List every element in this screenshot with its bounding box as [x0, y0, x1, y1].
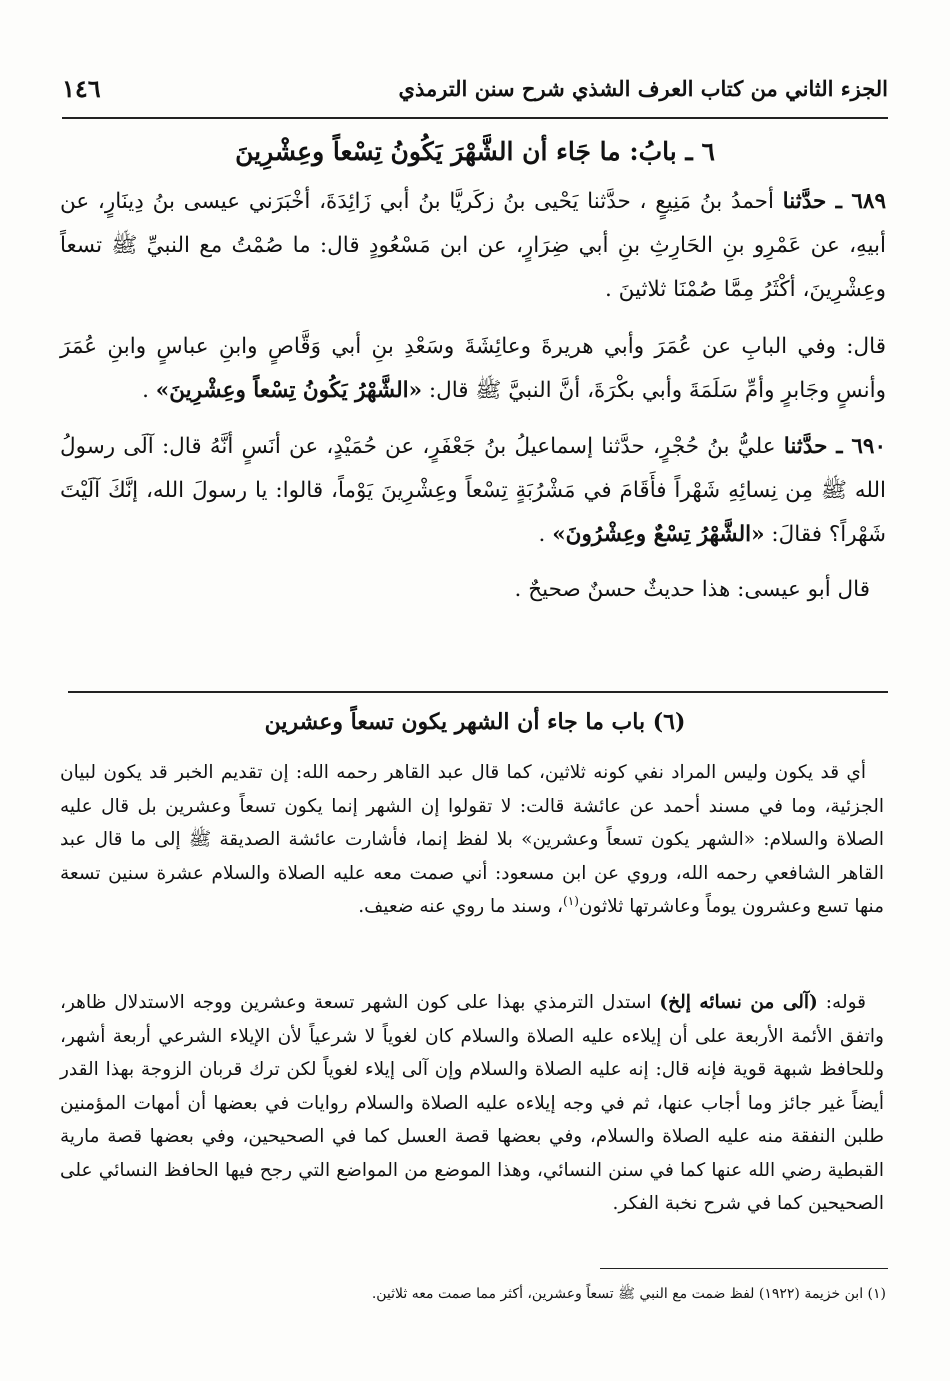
hadith-690-end: .: [538, 522, 553, 547]
hadith-689: [60, 180, 886, 312]
footnote: (١) ابن خزيمة (١٩٢٢) لفظ ضمت مع النبي ﷺ تسعاً وعشرين، أكثر مما صمت معه ثلاثين.: [371, 1286, 886, 1302]
commentary-paragraph-1: [60, 756, 884, 924]
hadith-690-quote: «الشَّهْرُ تِسْعٌ وعِشْرُونَ»: [552, 522, 765, 547]
commentary-p2-text: استدل الترمذي بهذا على كون الشهر تسعة وعشرين ووجه الاستدلال ظاهر، واتفق الأئمة الأربعة على أن إيلاءه عليه الصلاة والسلام كان لغوياً لا شرعياً لأن الإيلاء الشرعي أربعة أشهر، وللحافظ شبهة قوية فإنه قال: إنه عليه الصلاة والسلام وإن آلى إيلاء لغوياً لكن ترك قربان الزوجة بهذا القدر أيضاً غير جائز وما أجاب عنها، ثم في وجه إيلاءه عليه الصلاة والسلام روايات في بعضها أن أمهات المؤمنين طلبن النفقة منه عليه الصلاة والسلام، وفي بعضها قصة العسل كما في الصحيحين، وفي بعضها قصة مارية القبطية رضي الله عنها كما في سنن النسائي، وهذا الموضع من المواضع التي رجح فيها الحافظ النسائي على الصحيحين كما في شرح نخبة الفكر.: [60, 992, 884, 1214]
commentary-p2-lead: قوله:: [817, 992, 866, 1013]
page-number: ١٤٦: [62, 73, 101, 103]
hadith-690: [60, 425, 886, 557]
remark-quote: «الشَّهْرُ يَكُونُ تِسْعاً وعِشْرِينَ»: [155, 378, 423, 403]
remark-text: قال: وفي البابِ عن عُمَرَ وأبي هريرةَ وعائِشَةَ وسَعْدِ بنِ أبي وَقَّاصٍ وابنِ عباسٍ وابنِ عُمَرَ وأنسٍ وجَابرٍ وأمِّ سَلَمَةَ وأبي بكْرَةَ، أنَّ النبيَّ ﷺ قال:: [60, 334, 886, 403]
hadith-689-lead: ٦٨٩ ـ حدَّثنا: [782, 189, 886, 214]
header-title: الجزء الثاني من كتاب العرف الشذي شرح سنن الترمذي: [398, 75, 888, 101]
chapter-title: ٦ ـ بابُ: ما جَاء أن الشَّهْرَ يَكُونُ تِسْعاً وعِشْرِينَ: [235, 137, 715, 166]
commentary-p2-bold: (آلى من نسائه إلخ): [659, 992, 818, 1013]
chapter-remark: [60, 325, 886, 413]
commentary-paragraph-2: [60, 986, 884, 1221]
footnote-divider: [600, 1268, 888, 1269]
commentary-p1-end: ، وسند ما روي عنه ضعيف.: [358, 896, 564, 917]
hadith-689-text: أحمدُ بنُ مَنِيعٍ ، حدَّثنا يَحْيى بنُ زكَريَّا بنُ أبي زَائِدَةَ، أخْبَرَني عيسى بنُ دِينَارٍ، عن أبيهِ، عن عَمْرِو بنِ الحَارِثِ بنِ أبي ضِرَارٍ، عن ابن مَسْعُودٍ قال: ما صُمْتُ مع النبيِّ ﷺ تسعاً وعِشْرِينَ، أكْثَرُ مِمَّا صُمْنَا ثلاثينَ .: [60, 189, 886, 302]
remark-end: .: [142, 378, 156, 403]
commentary-divider: [68, 691, 888, 693]
commentary-title: (٦) باب ما جاء أن الشهر يكون تسعاً وعشرين: [264, 709, 686, 735]
header-divider: [62, 117, 888, 119]
footnote-marker[interactable]: (١): [563, 893, 579, 908]
abu-isa-grading: قال أبو عيسى: هذا حديثٌ حسنٌ صحيحٌ .: [514, 577, 870, 602]
commentary-p1-text: أي قد يكون وليس المراد نفي كونه ثلاثين، كما قال عبد القاهر رحمه الله: إن تقديم الخبر قد يكون لبيان الجزئية، وما في مسند أحمد عن عائشة قالت: لا تقولوا إن الشهر إنما يكون تسعاً وعشرين بل قال عليه الصلاة والسلام: «الشهر يكون تسعاً وعشرين» بلا لفظ إنما، فأشارت عائشة الصديقة ﷺ إلى ما قال عبد القاهر الشافعي رحمه الله، وروي عن ابن مسعود: أني صمت معه عليه الصلاة والسلام عشرة سنين تسعة منها تسع وعشرون يوماً وعاشرتها ثلاثون: [60, 762, 884, 917]
hadith-690-text: عليُّ بنُ حُجْرٍ، حدَّثنا إسماعيلُ بنُ جَعْفَرٍ، عن حُمَيْدٍ، عن أنَسٍ أنَّهُ قال: آلَى رسولُ الله ﷺ مِن نِسائِهِ شَهْراً فأَقَامَ في مَشْرُبَةٍ تِسْعاً وعِشْرِينَ يَوْماً، قالوا: يا رسولَ الله، إنَّكَ آلَيْتَ شَهْراً؟ فقالَ:: [60, 434, 886, 547]
hadith-690-lead: ٦٩٠ ـ حدَّثنا: [783, 434, 886, 459]
running-header: [62, 68, 888, 108]
